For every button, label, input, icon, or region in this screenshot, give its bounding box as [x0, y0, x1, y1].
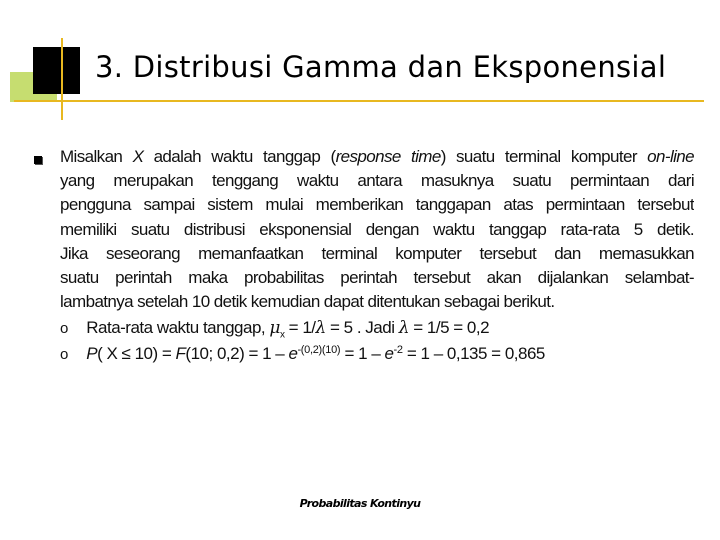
paragraph-line-4: memiliki suatu distribusi eksponensial dengan waktu tanggap rata-rata 5 detik.: [60, 219, 694, 239]
horizontal-accent-line: [14, 100, 704, 102]
circle-bullet-icon: o: [60, 346, 68, 363]
paragraph-line-3: pengguna sampai sistem mulai memberikan tanggapan atas permintaan tersebut: [60, 195, 694, 215]
vertical-accent-line: [61, 38, 63, 120]
slide-title: 3. Distribusi Gamma dan Eksponensial: [95, 50, 667, 84]
sub-item-mean: o Rata-rata waktu tanggap, $\mu_x = 1/\lambda = 5$ . Jadi λ = 1/5 = 0,2: [60, 318, 490, 341]
paragraph-line-7: lambatnya setelah 10 detik kemudian dapat ditentukan sebagai berikut.: [60, 292, 555, 312]
paragraph-line-6: suatu perintah maka probabilitas perintah tersebut akan dijalankan selambat-: [60, 268, 694, 288]
paragraph-line-2: yang merupakan tenggang waktu antara masuknya suatu permintaan dari: [60, 171, 694, 191]
paragraph-line-1: Misalkan X adalah waktu tanggap (response time) suatu terminal komputer on-line: [60, 147, 694, 166]
sub-item-probability: o P( X ≤ 10) = F(10; $0,2) = 1 - e^{-(0,2)(10)} = 1 - e^{-2} = 1 - 0,135 = 0,865$: [60, 344, 545, 363]
circle-bullet-icon: o: [60, 320, 68, 337]
slide-footer: Probabilitas Kontinyu: [299, 497, 421, 510]
black-square-decoration: [33, 47, 80, 94]
square-bullet-icon: [34, 156, 42, 164]
paragraph-line-5: Jika seseorang memanfaatkan terminal komputer tersebut dan memasukkan: [60, 243, 694, 263]
main-paragraph: [60, 145, 694, 314]
